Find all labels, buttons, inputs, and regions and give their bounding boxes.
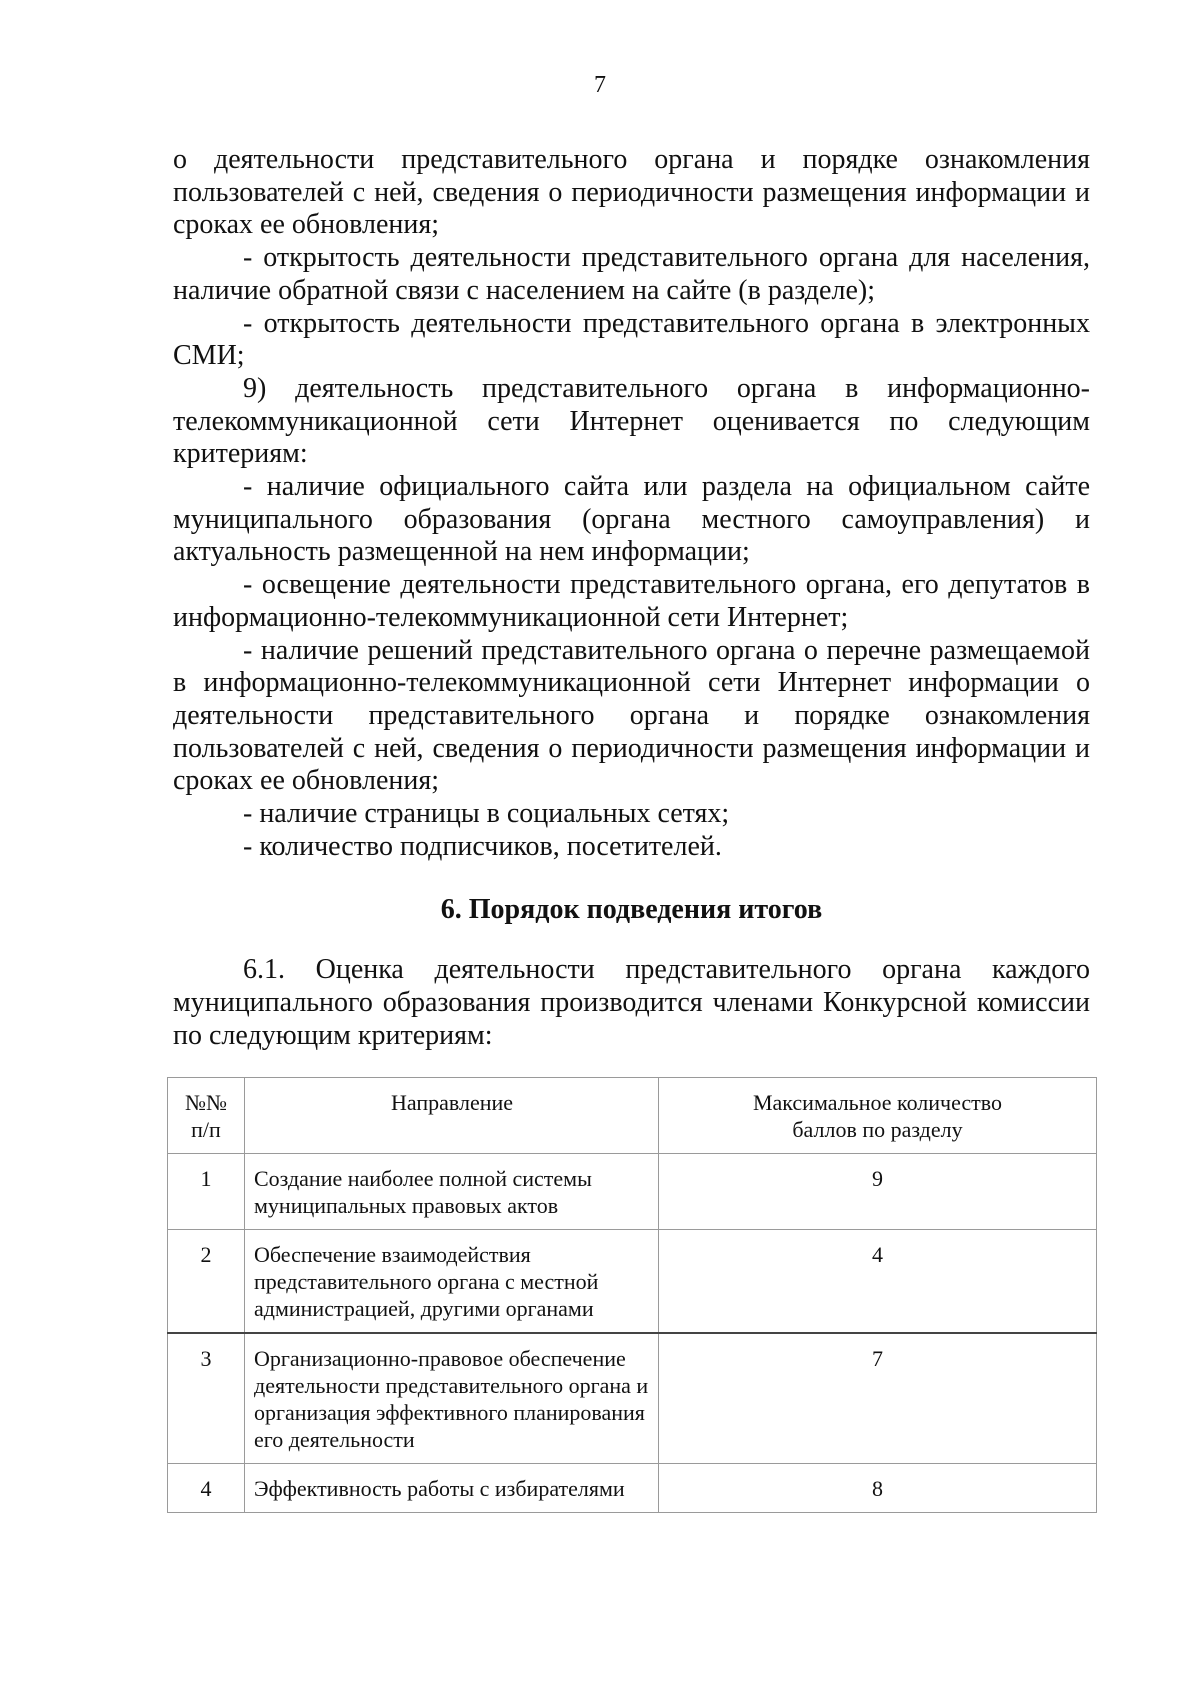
row-max-cell: 7 <box>659 1333 1097 1464</box>
paragraph: - открытость деятельности представительного органа для населения, наличие обратной связи с населением на сайте (в разделе); <box>173 242 1090 306</box>
header-direction-cell: Направление <box>245 1078 659 1154</box>
table-row <box>168 1230 1097 1334</box>
paragraph: - наличие страницы в социальных сетях; <box>243 798 730 830</box>
paragraph: 9) деятельность представительного органа в информационно-телекоммуникационной сети Интернет оценивается по следующим критериям: <box>173 372 1090 470</box>
row-num-cell: 3 <box>168 1333 245 1464</box>
section-paragraph: 6.1. Оценка деятельности представительного органа каждого муниципального образования производится членами Конкурсной комиссии по следующим критериям: <box>173 954 1090 1051</box>
row-num-cell: 2 <box>168 1230 245 1334</box>
row-num-cell: 1 <box>168 1154 245 1230</box>
section-heading: 6. Порядок подведения итогов <box>440 894 823 926</box>
row-direction-cell: Обеспечение взаимодействия представительного органа с местной администрацией, другими органами <box>245 1230 659 1334</box>
row-max-cell: 9 <box>659 1154 1097 1230</box>
paragraph: о деятельности представительного органа и порядке ознакомления пользователей с ней, сведения о периодичности размещения информации и сроках ее обновления; <box>173 144 1090 241</box>
header-max-cell <box>659 1078 1097 1154</box>
document-body <box>173 144 1090 1052</box>
table-header-row <box>168 1078 1097 1154</box>
criteria-table <box>167 1077 1097 1513</box>
paragraph: - наличие решений представительного органа о перечне размещаемой в информационно-телекоммуникационной сети Интернет информации о деятельности представительного органа и порядке ознакомления пользователей с ней, сведения о периодичности размещения информации и сроках ее обновления; <box>173 634 1090 797</box>
row-max-cell: 8 <box>659 1464 1097 1513</box>
paragraph: - наличие официального сайта или раздела на официальном сайте муниципального образования (органа местного самоуправления) и актуальность размещенной на нем информации; <box>173 471 1090 568</box>
paragraph: - освещение деятельности представительного органа, его депутатов в информационно-телекоммуникационной сети Интернет; <box>173 569 1090 633</box>
row-num-cell: 4 <box>168 1464 245 1513</box>
row-max-cell: 4 <box>659 1230 1097 1334</box>
page-number: 7 <box>594 72 606 98</box>
paragraph: - количество подписчиков, посетителей. <box>243 830 722 862</box>
header-num-line2: п/п <box>191 1117 221 1142</box>
header-num-line1: №№ <box>185 1090 227 1115</box>
row-direction-cell: Создание наиболее полной системы муниципальных правовых актов <box>245 1154 659 1230</box>
header-num-cell <box>168 1078 245 1154</box>
table-row <box>168 1464 1097 1513</box>
row-direction-cell: Эффективность работы с избирателями <box>245 1464 659 1513</box>
table-row <box>168 1154 1097 1230</box>
paragraph: - открытость деятельности представительного органа в электронных СМИ; <box>173 307 1090 372</box>
row-direction-cell: Организационно-правовое обеспечение деятельности представительного органа и организация эффективного планирования его деятельности <box>245 1333 659 1464</box>
table-row <box>168 1333 1097 1464</box>
header-max-line2: баллов по разделу <box>792 1117 963 1142</box>
header-max-line1: Максимальное количество <box>752 1090 1003 1115</box>
